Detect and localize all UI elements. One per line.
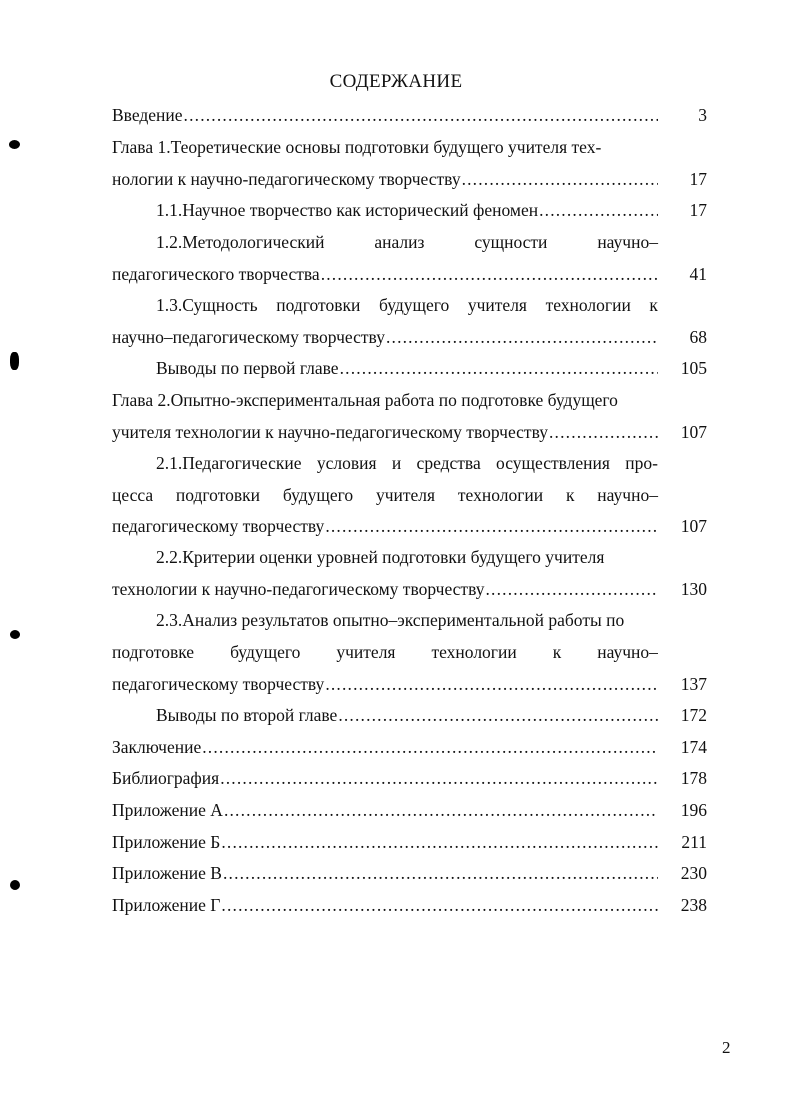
toc-entry-line (156, 198, 658, 222)
scan-speck (10, 352, 19, 370)
toc-entry-line (156, 451, 658, 475)
toc-entry-line (112, 103, 658, 127)
toc-entry-text: Приложение В (112, 863, 222, 883)
toc-entry-line: Глава 2.Опытно-экспериментальная работа по подготовке будущего (112, 390, 618, 410)
page-title: СОДЕРЖАНИЕ (329, 71, 463, 92)
dot-leader (339, 356, 658, 380)
toc-entry-text: педагогическому творчеству (112, 674, 325, 694)
toc-entry-word: будущего (378, 295, 450, 315)
toc-page-number: 174 (680, 737, 707, 757)
toc-entry-word: к (552, 642, 562, 662)
dot-leader (461, 167, 658, 191)
dot-leader (538, 198, 658, 222)
scan-speck (10, 630, 20, 639)
toc-entry-word: сущности (474, 232, 548, 252)
toc-entry-line (112, 325, 658, 349)
toc-entry-word: технологии (457, 485, 544, 505)
toc-entry-word: подготовки (276, 295, 361, 315)
toc-entry-word: подготовки (175, 485, 260, 505)
toc-entry-text: Выводы по второй главе (156, 705, 338, 725)
toc-entry-word: условия (316, 453, 377, 473)
toc-entry-word: научно– (597, 642, 658, 662)
toc-page-number: 41 (689, 264, 707, 284)
toc-page-number: 68 (689, 327, 707, 347)
dot-leader (337, 703, 658, 727)
toc-entry-word: будущего (230, 642, 301, 662)
dot-leader (220, 830, 658, 854)
toc-entry-line (156, 703, 658, 727)
toc-entry-line (112, 640, 658, 664)
toc-entry-line (112, 798, 658, 822)
toc-page-number: 230 (680, 863, 707, 883)
dot-leader (485, 577, 659, 601)
toc-entry-text: технологии к научно-педагогическому творчеству (112, 579, 485, 599)
toc-page-number: 107 (680, 422, 707, 442)
dot-leader (220, 893, 658, 917)
scan-speck (10, 880, 20, 890)
toc-entry-line: 2.3.Анализ результатов опытно–экспериментальной работы по (156, 610, 625, 630)
dot-leader (201, 735, 658, 759)
toc-entry-text: педагогическому творчеству (112, 516, 325, 536)
toc-page-number: 196 (680, 800, 707, 820)
toc-entry-line (156, 230, 658, 254)
toc-entry-word: подготовке (112, 642, 195, 662)
toc-entry-word: учителя (336, 642, 396, 662)
toc-entry-line (112, 262, 658, 286)
dot-leader (222, 861, 658, 885)
dot-leader (219, 766, 658, 790)
dot-leader (385, 325, 658, 349)
toc-entry-word: учителя (375, 485, 436, 505)
toc-entry-line (112, 167, 658, 191)
toc-entry-line: Глава 1.Теоретические основы подготовки будущего учителя тех- (112, 137, 602, 157)
toc-entry-text: Выводы по первой главе (156, 358, 339, 378)
toc-page-number: 211 (681, 832, 707, 852)
toc-entry-word: будущего (282, 485, 354, 505)
toc-page-number: 172 (680, 705, 707, 725)
toc-entry-word: осуществления (496, 453, 610, 473)
toc-entry-word: анализ (374, 232, 425, 252)
dot-leader (223, 798, 658, 822)
toc-entry-word: средства (416, 453, 481, 473)
toc-entry-line: 2.2.Критерии оценки уровней подготовки будущего учителя (156, 547, 605, 567)
toc-page-number: 107 (680, 516, 707, 536)
toc-entry-line (112, 420, 658, 444)
toc-page-number: 137 (680, 674, 707, 694)
toc-page-number: 105 (680, 358, 707, 378)
page-number: 2 (722, 1038, 731, 1057)
toc-entry-word: 1.3.Сущность (156, 295, 258, 315)
dot-leader (183, 103, 658, 127)
toc-entry-word: научно– (597, 232, 658, 252)
toc-entry-word: цесса (112, 485, 154, 505)
toc-entry-line (112, 483, 658, 507)
toc-page-number: 17 (689, 169, 707, 189)
toc-page-number: 178 (680, 768, 707, 788)
dot-leader (548, 420, 658, 444)
toc-page-number: 17 (689, 200, 707, 220)
toc-entry-text: педагогического творчества (112, 264, 320, 284)
toc-entry-word: технологии (431, 642, 517, 662)
toc-entry-line (112, 830, 658, 854)
toc-entry-line (112, 577, 658, 601)
toc-entry-text: Приложение Г (112, 895, 221, 915)
toc-entry-word: и (391, 453, 402, 473)
toc-entry-word: к (565, 485, 575, 505)
toc-entry-line (112, 861, 658, 885)
toc-entry-text: нологии к научно-педагогическому творчеству (112, 169, 461, 189)
toc-entry-text: 1.1.Научное творчество как исторический феномен (156, 200, 539, 220)
toc-entry-line (112, 893, 658, 917)
toc-entry-text: Приложение А (112, 800, 223, 820)
toc-entry-text: научно–педагогическому творчеству (112, 327, 385, 347)
toc-entry-line (156, 356, 658, 380)
toc-entry-word: технологии (545, 295, 631, 315)
toc-entry-word: про- (625, 453, 658, 473)
toc-entry-line (112, 766, 658, 790)
dot-leader (320, 262, 658, 286)
dot-leader (324, 514, 658, 538)
toc-entry-text: Заключение (112, 737, 202, 757)
toc-entry-text: учителя технологии к научно-педагогическому творчеству (112, 422, 548, 442)
toc-page-number: 238 (680, 895, 707, 915)
toc-entry-text: Приложение Б (112, 832, 221, 852)
toc-entry-text: Введение (112, 105, 183, 125)
toc-entry-word: 2.1.Педагогические (156, 453, 302, 473)
toc-entry-word: учителя (467, 295, 527, 315)
toc-entry-line (156, 293, 658, 317)
toc-entry-text: Библиография (112, 768, 220, 788)
toc-entry-line (112, 514, 658, 538)
toc-entry-word: научно– (597, 485, 658, 505)
toc-page-number: 3 (698, 105, 707, 125)
toc-page-number: 130 (680, 579, 707, 599)
toc-entry-line (112, 672, 658, 696)
dot-leader (324, 672, 658, 696)
toc-entry-word: к (649, 295, 658, 315)
scan-speck (9, 140, 20, 149)
toc-entry-line (112, 735, 658, 759)
toc-entry-word: 1.2.Методологический (156, 232, 325, 252)
